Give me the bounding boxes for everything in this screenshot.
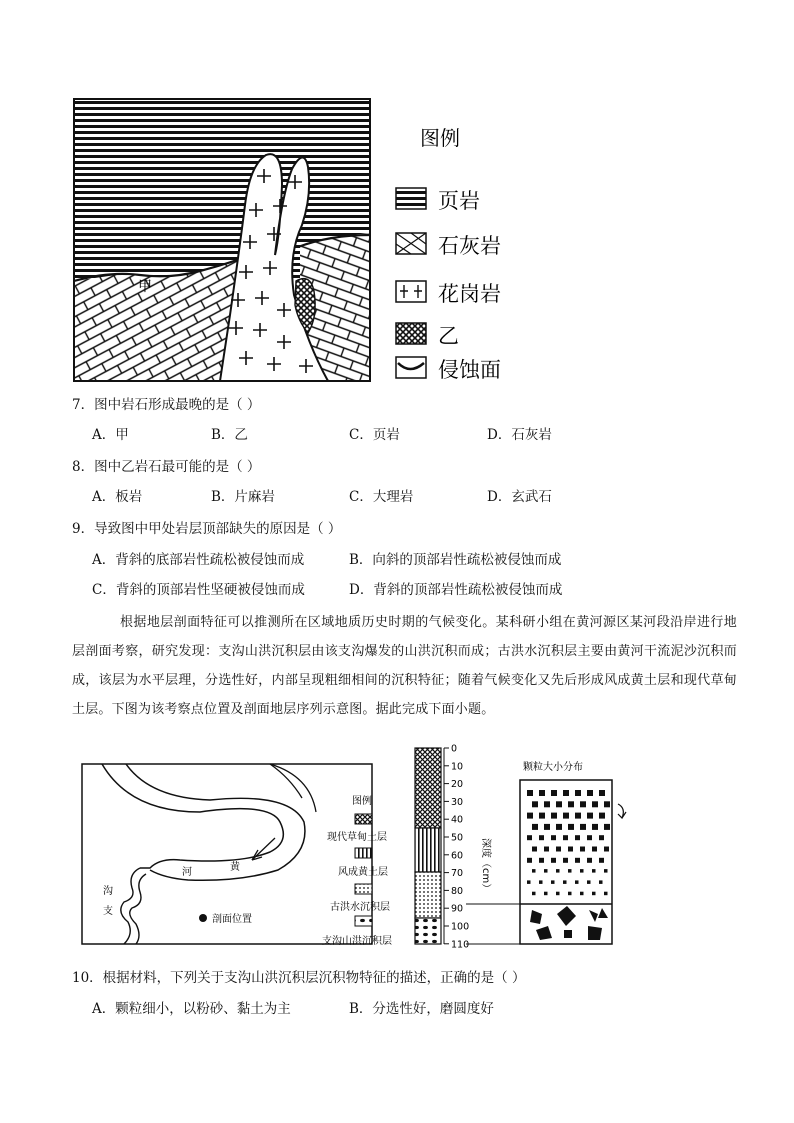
grain-particle [563, 790, 569, 796]
grain-particle [527, 813, 533, 819]
grain-particle [544, 824, 550, 830]
figure2-legend-title: 图例 [352, 796, 372, 807]
grain-particle [575, 835, 580, 840]
grain-particle [587, 858, 592, 863]
grain-particle [556, 801, 562, 807]
q9-option-d[interactable]: D．背斜的顶部岩性疏松被侵蚀而成 [349, 582, 563, 598]
grain-particle [592, 869, 596, 873]
map-label-huang: 黄 [230, 862, 240, 873]
loess-icon [355, 848, 372, 858]
grain-particle [599, 880, 603, 884]
legend-paleoflood: 古洪水沉积层 [330, 902, 390, 913]
profile-figure [70, 742, 670, 954]
grain-particle [568, 801, 574, 807]
q8-option-c[interactable]: C．大理岩 [349, 489, 414, 505]
grain-particle [604, 801, 610, 807]
grain-particle [575, 790, 581, 796]
grain-particle [563, 835, 568, 840]
depth-tick-label: 70 [451, 868, 464, 880]
map-label-zhi: 支 [103, 906, 113, 917]
grain-particle [599, 835, 604, 840]
grain-particle [556, 892, 560, 896]
grain-particle [575, 858, 580, 863]
legend-label-granite: 花岗岩 [438, 282, 501, 306]
arrow-icon [618, 804, 626, 818]
q7-option-a[interactable]: A．甲 [92, 427, 129, 443]
grain-particle [604, 824, 610, 830]
grain-particle [544, 892, 548, 896]
question-10-stem: 10．根据材料，下列关于支沟山洪沉积层沉积物特征的描述，正确的是（ ） [72, 970, 526, 986]
depth-tick-label: 50 [451, 832, 464, 844]
q8-option-a[interactable]: A．板岩 [92, 489, 143, 505]
figure1-legend [396, 126, 501, 382]
question-7-stem: 7．图中岩石形成最晚的是（ ） [72, 397, 261, 413]
grain-particle [568, 869, 572, 873]
grain-particle [587, 813, 593, 819]
grain-particle [575, 880, 579, 884]
grain-particle [599, 858, 604, 863]
yi-pattern-icon [396, 323, 426, 344]
legend-loess: 风成黄土层 [338, 867, 388, 878]
depth-tick-label: 40 [451, 814, 464, 826]
grain-particle [551, 790, 557, 796]
grain-particle [580, 824, 586, 830]
grain-particle [539, 880, 543, 884]
legend-label-limestone: 石灰岩 [438, 234, 501, 258]
q9-option-c[interactable]: C．背斜的顶部岩性坚硬被侵蚀而成 [92, 582, 305, 598]
legend-title: 图例 [420, 126, 460, 150]
legend-gully-flood: 支沟山洪沉积层 [322, 936, 392, 947]
q10-option-a[interactable]: A．颗粒细小，以粉砂、黏土为主 [92, 1001, 291, 1017]
grain-particle [563, 813, 569, 819]
grain-particle [587, 835, 592, 840]
passage-text: 根据地层剖面特征可以推测所在区域地质历史时期的气候变化。某科研小组在黄河源区某河段沿岸进行地层剖面考察，研究发现：支沟山洪沉积层由该支沟爆发的山洪沉积而成；古洪水沉积层主要由黄河干流泥沙沉积而成，该层为水平层理，分选性好，内部呈现粗细相间的沉积特征；随着气候变化又先后形成风成黄土层和现代草甸土层。下图为该考察点位置及剖面地层序列示意图。据此完成下面小题。 [72, 615, 737, 717]
legend-label-yi: 乙 [438, 324, 459, 348]
grain-particle [551, 858, 556, 863]
depth-tick-label: 80 [451, 885, 464, 897]
grain-particle [592, 824, 598, 830]
grain-particle [580, 892, 584, 896]
q7-option-b[interactable]: B．乙 [211, 427, 248, 443]
grain-particle [527, 790, 533, 796]
location-map [82, 764, 372, 944]
shale-pattern-icon [396, 188, 426, 209]
erosion-surface-icon [396, 357, 426, 378]
grain-particle [532, 847, 537, 852]
map-label-profile: 剖面位置 [212, 914, 252, 925]
grain-particle [556, 824, 562, 830]
strata-column [415, 748, 444, 944]
q8-option-d[interactable]: D．玄武石 [487, 489, 552, 505]
grain-particle [599, 813, 605, 819]
grain-particle [568, 824, 574, 830]
q8-option-b[interactable]: B．片麻岩 [211, 489, 275, 505]
grain-particle [580, 801, 586, 807]
grain-particle [592, 847, 597, 852]
grain-particle [551, 835, 556, 840]
grain-particle [587, 790, 593, 796]
depth-tick-label: 60 [451, 850, 464, 862]
grain-particle [604, 847, 609, 852]
grain-particle [599, 790, 605, 796]
grain-particle [568, 892, 572, 896]
legend-label-erosion: 侵蚀面 [438, 358, 501, 382]
grain-particle [580, 869, 584, 873]
label-jia: 甲 [138, 279, 152, 295]
grain-particle [532, 824, 538, 830]
q9-option-a[interactable]: A．背斜的底部岩性疏松被侵蚀而成 [92, 552, 305, 568]
q10-option-b[interactable]: B．分选性好，磨圆度好 [349, 1001, 494, 1017]
grain-particle [556, 869, 560, 873]
grain-particle [563, 880, 567, 884]
grain-particle [568, 847, 573, 852]
map-label-gou: 沟 [103, 886, 113, 897]
grain-particle [551, 813, 557, 819]
grain-particle [527, 835, 532, 840]
grain-particle [544, 801, 550, 807]
depth-tick-label: 110 [451, 939, 470, 951]
grain-particle [539, 790, 545, 796]
grain-particle [563, 858, 568, 863]
grain-particle [544, 847, 549, 852]
grain-particle [539, 858, 544, 863]
depth-tick-label: 100 [451, 921, 470, 933]
grain-particle [575, 813, 581, 819]
grain-particle [527, 880, 531, 884]
gully-flood-icon [355, 916, 372, 926]
grain-particle [532, 892, 536, 896]
grain-particle [539, 813, 545, 819]
grain-particle [532, 801, 538, 807]
q9-option-b[interactable]: B．向斜的顶部岩性疏松被侵蚀而成 [349, 552, 562, 568]
grain-particle [539, 835, 544, 840]
grain-particle [527, 858, 532, 863]
grain-particle [592, 892, 596, 896]
grain-particle [544, 869, 548, 873]
grain-particle [580, 847, 585, 852]
depth-axis-label: 深度（cm） [480, 838, 491, 894]
q7-option-d[interactable]: D．石灰岩 [487, 427, 552, 443]
depth-tick-label: 90 [451, 903, 464, 915]
depth-axis [444, 744, 469, 951]
meadow-soil-icon [355, 814, 372, 824]
depth-tick-label: 0 [451, 743, 458, 755]
grain-particle [592, 801, 598, 807]
grain-particle [604, 869, 608, 873]
legend-meadow-soil: 现代草甸土层 [327, 832, 387, 843]
depth-tick-label: 20 [451, 779, 464, 791]
grain-particle [556, 847, 561, 852]
question-8-stem: 8．图中乙岩石最可能的是（ ） [72, 459, 261, 475]
profile-location-icon [199, 914, 207, 922]
paleoflood-icon [355, 884, 372, 894]
depth-tick-label: 10 [451, 761, 464, 773]
grain-particle [532, 869, 536, 873]
map-label-he: 河 [182, 867, 192, 878]
legend-label-shale: 页岩 [438, 189, 480, 213]
grain-panel-title: 颗粒大小分布 [523, 762, 583, 773]
geology-cross-section [70, 95, 530, 385]
grain-particle [587, 880, 591, 884]
grain-particle [551, 880, 555, 884]
grain-particle [604, 892, 608, 896]
depth-tick-label: 30 [451, 796, 464, 808]
question-9-stem: 9．导致图中甲处岩层顶部缺失的原因是（ ） [72, 521, 342, 537]
q7-option-c[interactable]: C．页岩 [349, 427, 400, 443]
